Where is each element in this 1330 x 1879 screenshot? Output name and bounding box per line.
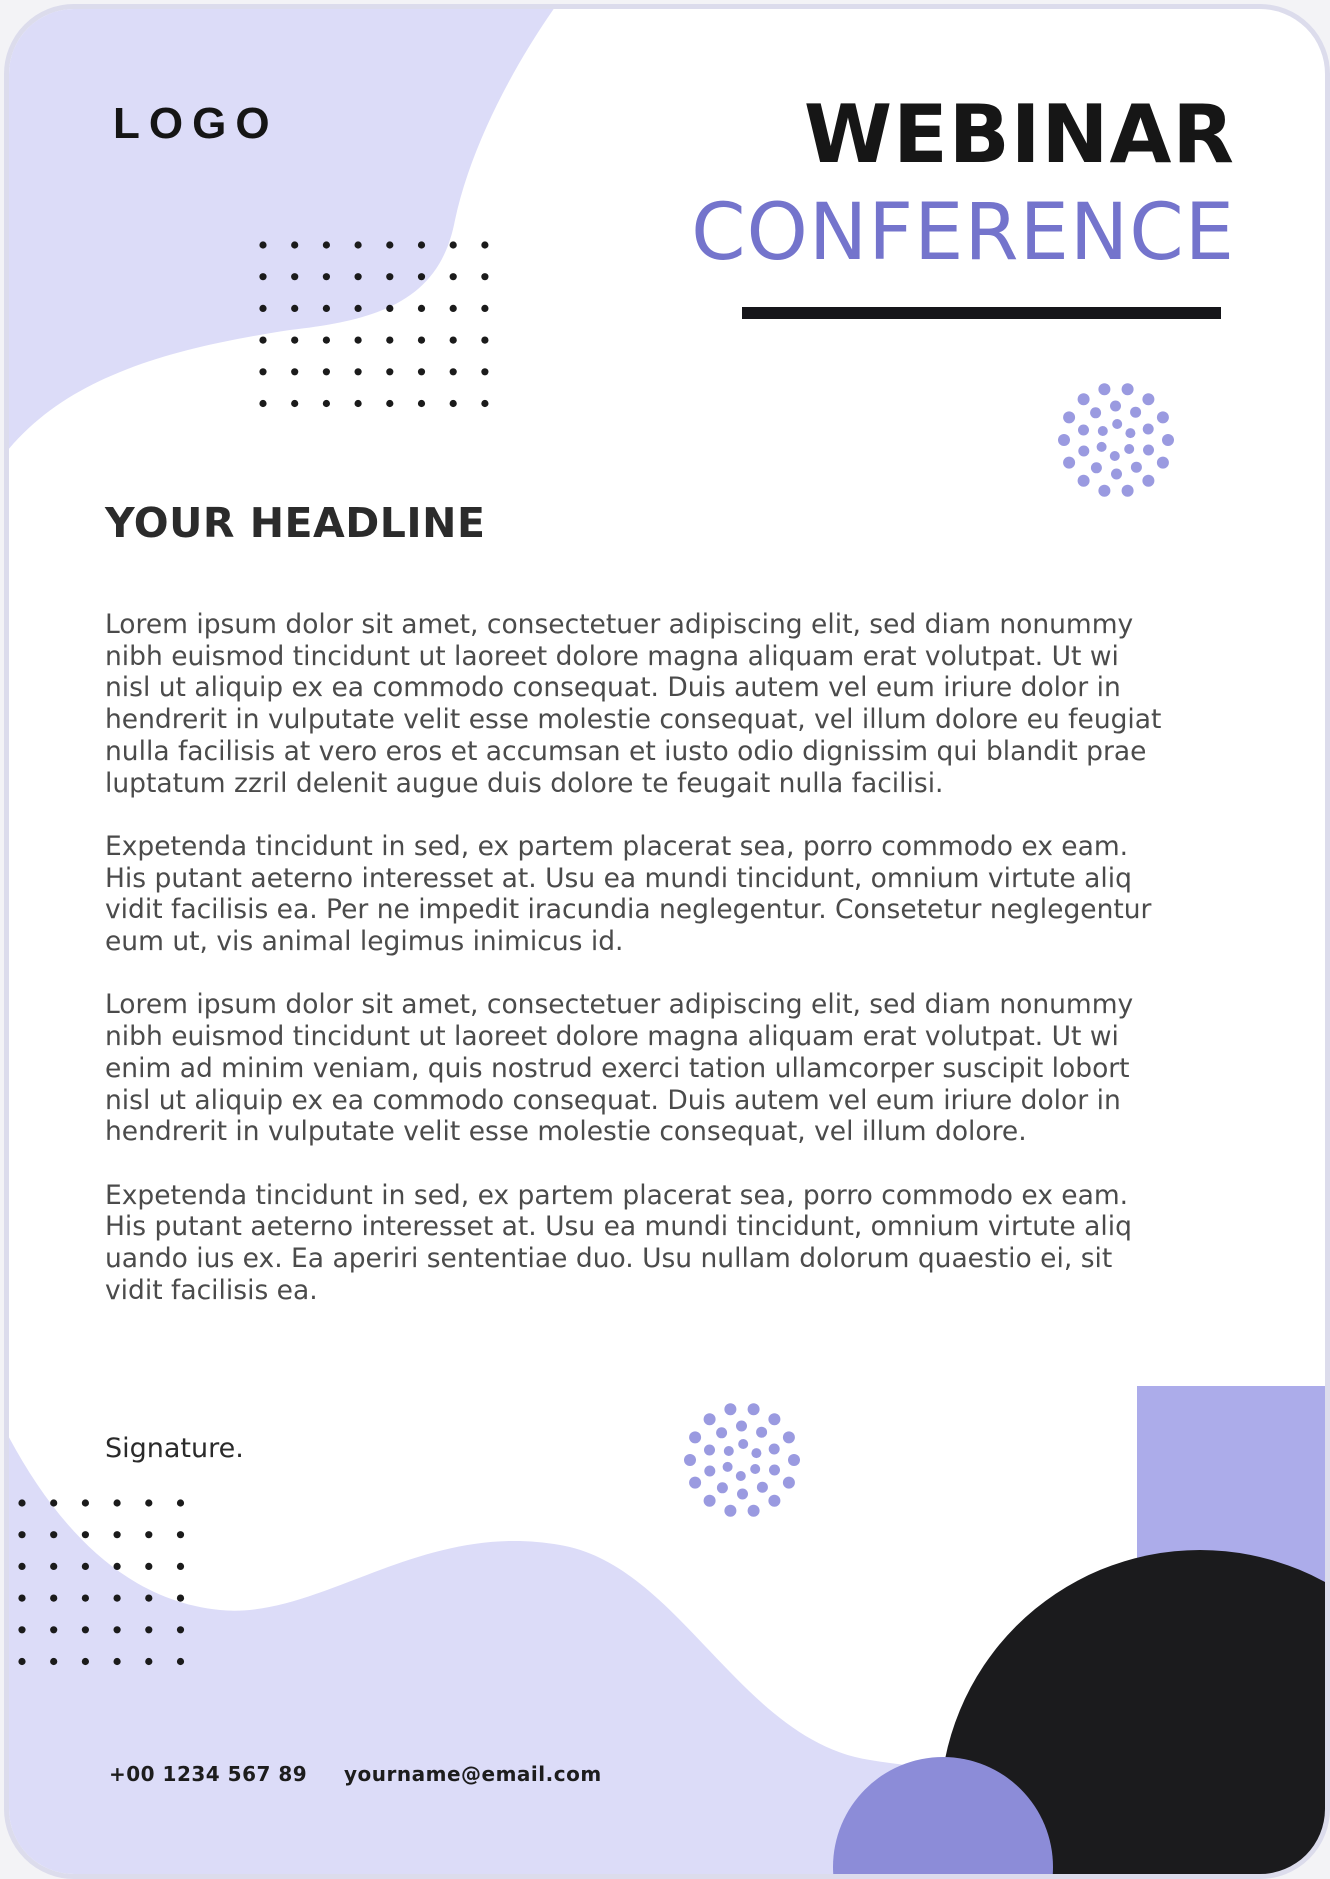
ring-dot [1157, 457, 1169, 469]
dot [481, 305, 488, 312]
ring-dot [1097, 442, 1107, 452]
dot [177, 1595, 184, 1602]
top-dot-ring [1058, 383, 1174, 496]
dot [145, 1499, 152, 1506]
signature: Signature. [105, 1433, 244, 1464]
dot [386, 305, 393, 312]
ring-dot [1058, 434, 1070, 446]
ring-dot [1078, 393, 1090, 405]
dot [18, 1658, 25, 1665]
ring-dot [1122, 383, 1134, 395]
dot [259, 305, 266, 312]
dot [82, 1626, 89, 1633]
dot [323, 400, 330, 407]
dot [355, 273, 362, 280]
dot [177, 1563, 184, 1570]
dot [50, 1595, 57, 1602]
ring-dot [724, 1505, 736, 1517]
ring-dot [1078, 475, 1090, 487]
dot [18, 1595, 25, 1602]
dot [323, 368, 330, 375]
dot [323, 305, 330, 312]
ring-dot [1063, 457, 1075, 469]
dot [323, 337, 330, 344]
ring-dot [717, 1482, 728, 1493]
dot [450, 305, 457, 312]
ring-dot [1110, 401, 1121, 412]
ring-dot [723, 1462, 733, 1472]
dot [50, 1626, 57, 1633]
dot [355, 337, 362, 344]
ring-dot [1130, 407, 1141, 418]
dot [177, 1531, 184, 1538]
paragraph-3: Lorem ipsum dolor sit amet, consectetuer adipiscing elit, sed diam nonummy nibh euismod tincidunt ut laoreet dolore magna aliquam erat volutpat. Ut wi enim ad minim veniam, quis nostrud exerci tation ullamcorper suscipit lobort nisl ut aliquip ex ea commodo consequat. Duis autem vel eum iriure dolor in hendrerit in vulputate velit esse molestie consequat, vel illum dolore. [105, 989, 1134, 1148]
dot [481, 337, 488, 344]
ring-dot [1111, 469, 1122, 480]
ring-dot [769, 1465, 780, 1476]
dot [450, 400, 457, 407]
ring-dot [1142, 475, 1154, 487]
document-page [4, 4, 1330, 1879]
dot [50, 1563, 57, 1570]
ring-dot [1090, 407, 1101, 418]
ring-dot [1122, 485, 1134, 497]
dot [386, 337, 393, 344]
dot [177, 1499, 184, 1506]
dot [450, 241, 457, 248]
dot [50, 1531, 57, 1538]
ring-dot [704, 1466, 715, 1477]
dot [82, 1499, 89, 1506]
dot [450, 337, 457, 344]
dot [145, 1563, 152, 1570]
dot [259, 400, 266, 407]
ring-dot [757, 1482, 768, 1493]
ring-dot [748, 1505, 760, 1517]
ring-dot [1098, 383, 1110, 395]
ring-dot [768, 1413, 780, 1425]
headline: YOUR HEADLINE [105, 499, 486, 547]
contact-email: yourname@email.com [344, 1762, 602, 1786]
dot [18, 1563, 25, 1570]
dot [114, 1563, 121, 1570]
dot [114, 1595, 121, 1602]
dot [323, 241, 330, 248]
ring-dot [704, 1495, 716, 1507]
dot [418, 305, 425, 312]
dot [145, 1626, 152, 1633]
ring-dot [684, 1454, 696, 1466]
dot [291, 305, 298, 312]
dot [114, 1531, 121, 1538]
dot [291, 273, 298, 280]
dot [291, 400, 298, 407]
ring-dot [768, 1495, 780, 1507]
dot [114, 1658, 121, 1665]
paragraph-2: Expetenda tincidunt in sed, ex partem placerat sea, porro commodo ex eam. His putant aeterno interesset at. Usu ea mundi tincidunt, omnium virtute aliq vidit facilisis ea. Per ne impedit iracundia neglegentur. Consetetur neglegentur eum ut, vis animal legimus inimicus id. [105, 830, 1152, 958]
dot [259, 368, 266, 375]
dot [386, 241, 393, 248]
dot [355, 368, 362, 375]
ring-dot [1078, 446, 1089, 457]
ring-dot [1098, 485, 1110, 497]
ring-dot [716, 1427, 727, 1438]
ring-dot [1112, 419, 1122, 429]
ring-dot [1143, 424, 1154, 435]
ring-dot [1162, 434, 1174, 446]
dot [291, 241, 298, 248]
dot [481, 400, 488, 407]
dot [481, 273, 488, 280]
dot [355, 305, 362, 312]
ring-dot [748, 1403, 760, 1415]
ring-dot [689, 1431, 701, 1443]
dot [177, 1626, 184, 1633]
ring-dot [736, 1471, 746, 1481]
dot [450, 273, 457, 280]
ring-dot [689, 1477, 701, 1489]
ring-dot [1142, 393, 1154, 405]
ring-dot [724, 1446, 734, 1456]
ring-dot [1110, 451, 1120, 461]
dot [386, 400, 393, 407]
ring-dot [1063, 411, 1075, 423]
bottom-dot-ring [684, 1403, 800, 1516]
dot [259, 241, 266, 248]
ring-dot [769, 1444, 780, 1455]
dot [323, 273, 330, 280]
dot [82, 1563, 89, 1570]
dot [418, 400, 425, 407]
dot [82, 1531, 89, 1538]
ring-dot [1091, 462, 1102, 473]
dot [18, 1531, 25, 1538]
dot [386, 273, 393, 280]
dot [50, 1658, 57, 1665]
title-webinar: WEBINAR [803, 88, 1235, 181]
ring-dot [1124, 444, 1134, 454]
top-left-blob [4, 4, 560, 460]
ring-dot [1157, 411, 1169, 423]
ring-dot [1143, 445, 1154, 456]
ring-dot [788, 1454, 800, 1466]
dot [18, 1499, 25, 1506]
ring-dot [704, 1445, 715, 1456]
dot [18, 1626, 25, 1633]
dot [145, 1595, 152, 1602]
ring-dot [751, 1448, 761, 1458]
dot [177, 1658, 184, 1665]
ring-dot [737, 1489, 748, 1500]
ring-dot [1125, 428, 1135, 438]
dot [82, 1658, 89, 1665]
ring-dot [783, 1477, 795, 1489]
ring-dot [738, 1439, 748, 1449]
ring-dot [1078, 425, 1089, 436]
dot [259, 273, 266, 280]
ring-dot [724, 1403, 736, 1415]
dot [259, 337, 266, 344]
dot [114, 1626, 121, 1633]
ring-dot [704, 1413, 716, 1425]
title-conference: CONFERENCE [691, 188, 1235, 278]
dot [450, 368, 457, 375]
contact-phone: +00 1234 567 89 [109, 1762, 308, 1786]
dot [418, 337, 425, 344]
dot [418, 368, 425, 375]
dot [481, 368, 488, 375]
dot [481, 241, 488, 248]
ring-dot [783, 1431, 795, 1443]
dot [418, 273, 425, 280]
ring-dot [1098, 426, 1108, 436]
dot [386, 368, 393, 375]
paragraph-1: Lorem ipsum dolor sit amet, consectetuer adipiscing elit, sed diam nonummy nibh euismod tincidunt ut laoreet dolore magna aliquam erat volutpat. Ut wi nisl ut aliquip ex ea commodo consequat. Duis autem vel eum iriure dolor in hendrerit in vulputate velit esse molestie consequat, vel illum dolore eu feugiat nulla facilisis at vero eros et accumsan et iusto odio dignissim qui blandit prae luptatum zzril delenit augue duis dolore te feugait nulla facilisi. [105, 609, 1162, 799]
ring-dot [736, 1421, 747, 1432]
dot [418, 241, 425, 248]
dot [291, 368, 298, 375]
ring-dot [1131, 462, 1142, 473]
dot [145, 1658, 152, 1665]
ring-dot [750, 1464, 760, 1474]
paragraph-4: Expetenda tincidunt in sed, ex partem placerat sea, porro commodo ex eam. His putant aeterno interesset at. Usu ea mundi tincidunt, omnium virtute aliq uando ius ex. Ea aperiri sententiae duo. Usu nullam dolorum quaestio ei, sit vidit facilisis ea. [105, 1179, 1132, 1306]
dot [82, 1595, 89, 1602]
logo: LOGO [113, 99, 279, 148]
body-text [105, 609, 1255, 1338]
dot [291, 337, 298, 344]
dot [145, 1531, 152, 1538]
dot [355, 241, 362, 248]
title-underline [742, 307, 1221, 319]
dot [50, 1499, 57, 1506]
ring-dot [756, 1427, 767, 1438]
dot [114, 1499, 121, 1506]
dot [355, 400, 362, 407]
